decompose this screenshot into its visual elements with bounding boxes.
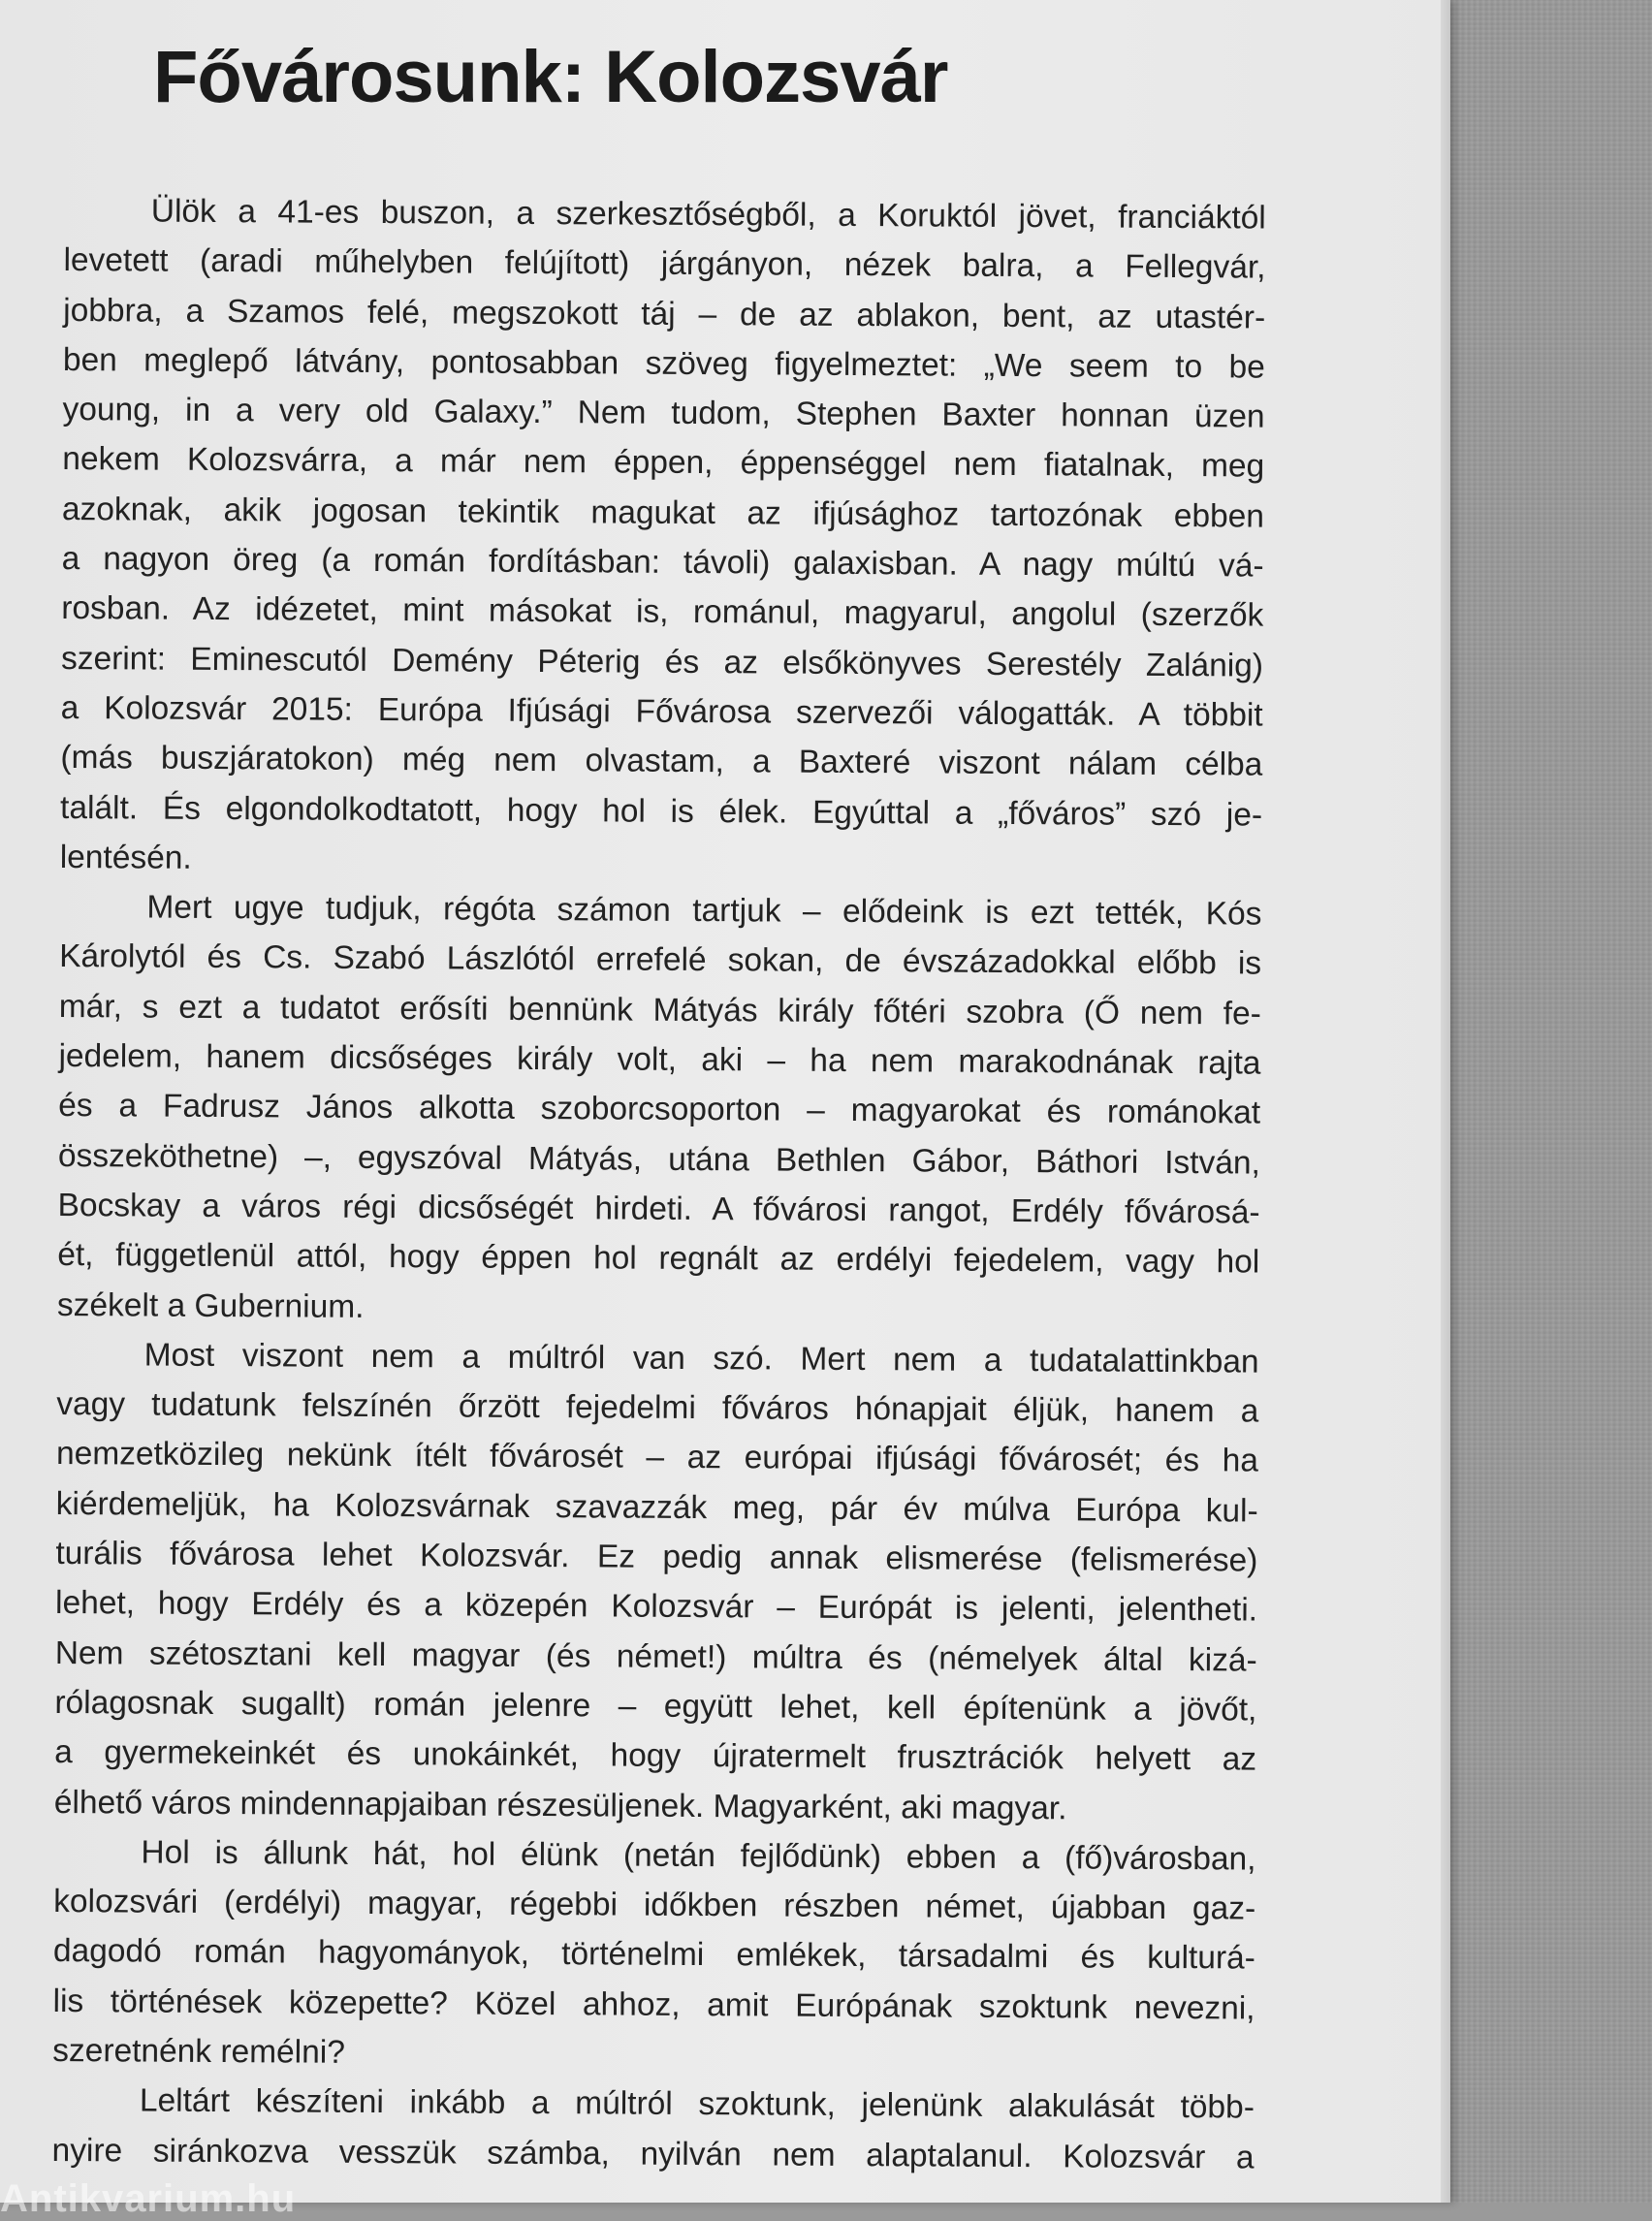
- text-line: Károlytól és Cs. Szabó Lászlótól errefelé sokan, de évszázadokkal előbb is: [59, 938, 1262, 983]
- page-edge: [1441, 0, 1450, 2203]
- text-line: (más buszjáratokon) még nem olvastam, a Baxteré viszont nálam célba: [60, 740, 1263, 783]
- text-line: ét, függetlenül attól, hogy éppen hol regnált az erdélyi fejedelem, vagy hol: [57, 1237, 1260, 1281]
- text-line: a nagyon öreg (a román fordításban: távoli) galaxisban. A nagy múltú vá-: [61, 541, 1264, 585]
- text-line: jobbra, a Szamos felé, megszokott táj – de az ablakon, bent, az utastér-: [63, 292, 1266, 336]
- text-line: Bocskay a város régi dicsőségét hirdeti. A fővárosi rangot, Erdély fővárosá-: [57, 1187, 1260, 1231]
- text-line: székelt a Gubernium.: [56, 1286, 365, 1325]
- text-line: jedelem, hanem dicsőséges király volt, aki – ha nem marakodnának rajta: [58, 1038, 1261, 1082]
- text-line: rosban. Az idézetet, mint másokat is, románul, magyarul, angolul (szerzők: [61, 590, 1264, 634]
- text-line: nemzetközileg nekünk ítélt fővárosét – az európai ifjúsági fővárosét; és ha: [55, 1436, 1259, 1479]
- watermark-text: Antikvarium.hu: [0, 2177, 297, 2220]
- article-body: [51, 186, 1266, 2182]
- text-line: és a Fadrusz János alkotta szoborcsoporton – magyarokat és románokat: [58, 1088, 1261, 1131]
- text-line: lis történések közepette? Közel ahhoz, amit Európának szoktunk nevezni,: [52, 1983, 1255, 2027]
- text-line: a gyermekeinkét és unokáinkét, hogy újratermelt frusztrációk helyett az: [54, 1734, 1257, 1778]
- text-line: nyire siránkozva vesszük számba, nyilván nem alaptalanul. Kolozsvár a: [51, 2132, 1255, 2176]
- text-line: dagodó román hagyományok, történelmi emlékek, társadalmi és kulturá-: [52, 1933, 1255, 1977]
- text-line: rólagosnak sugallt) román jelenre – együtt lehet, kell építenünk a jövőt,: [54, 1684, 1257, 1729]
- text-line: nekem Kolozsvárra, a már nem éppen, éppenséggel nem fiatalnak, meg: [62, 441, 1265, 486]
- text-line: turális fővárosa lehet Kolozsvár. Ez pedig annak elismerése (felismerése): [55, 1535, 1258, 1579]
- text-line: lentésén.: [59, 839, 192, 876]
- text-line: Most viszont nem a múltról van szó. Mert nem a tudatalattinkban: [143, 1337, 1259, 1380]
- text-line: ben meglepő látvány, pontosabban szöveg figyelmeztet: „We seem to be: [62, 341, 1265, 386]
- text-line: talált. És elgondolkodtatott, hogy hol is élek. Egyúttal a „főváros” szó je-: [59, 789, 1263, 834]
- text-line: Mert ugye tudjuk, régóta számon tartjuk – elődeink is ezt tették, Kós: [146, 889, 1262, 933]
- text-line: élhető város mindennapjaiban részesüljenek. Magyarként, aki magyar.: [53, 1784, 1067, 1826]
- text-line: young, in a very old Galaxy.” Nem tudom, Stephen Baxter honnan üzen: [62, 392, 1265, 435]
- text-line: szeretnénk remélni?: [52, 2032, 346, 2071]
- text-line: szerint: Eminescutól Demény Péterig és az elsőkönyves Serestély Zalánig): [60, 640, 1264, 684]
- text-line: a Kolozsvár 2015: Európa Ifjúsági Fővárosa szervezői válogatták. A többit: [60, 689, 1263, 734]
- page-title: Fővárosunk: Kolozsvár: [153, 36, 948, 118]
- text-line: levetett (aradi műhelyben felújított) járgányon, nézek balra, a Fellegvár,: [63, 242, 1266, 286]
- text-line: Ülök a 41-es buszon, a szerkesztőségből, a Koruktól jövet, franciáktól: [150, 193, 1266, 237]
- text-line: vagy tudatunk felszínén őrzött fejedelmi főváros hónapjait éljük, hanem a: [56, 1386, 1259, 1430]
- text-line: összeköthetne) –, egyszóval Mátyás, utána Bethlen Gábor, Báthori István,: [57, 1137, 1260, 1182]
- text-line: Nem szétosztani kell magyar (és német!) múltra és (némelyek által kizá-: [54, 1634, 1257, 1679]
- text-line: kiérdemeljük, ha Kolozsvárnak szavazzák meg, pár év múlva Európa kul-: [55, 1485, 1258, 1530]
- text-line: Hol is állunk hát, hol élünk (netán fejlődünk) ebben a (fő)városban,: [141, 1834, 1256, 1878]
- text-line: kolozsvári (erdélyi) magyar, régebbi időkben részben német, újabban gaz-: [53, 1884, 1256, 1927]
- text-line: azoknak, akik jogosan tekintik magukat az ifjúsághoz tartozónak ebben: [61, 491, 1265, 535]
- text-line: Leltárt készíteni inkább a múltról szoktunk, jelenünk alakulását több-: [139, 2082, 1255, 2126]
- text-line: már, s ezt a tudatot erősíti bennünk Mátyás király főtéri szobra (Ő nem fe-: [58, 988, 1261, 1032]
- text-line: lehet, hogy Erdély és a közepén Kolozsvár – Európát is jelenti, jelentheti.: [54, 1585, 1258, 1629]
